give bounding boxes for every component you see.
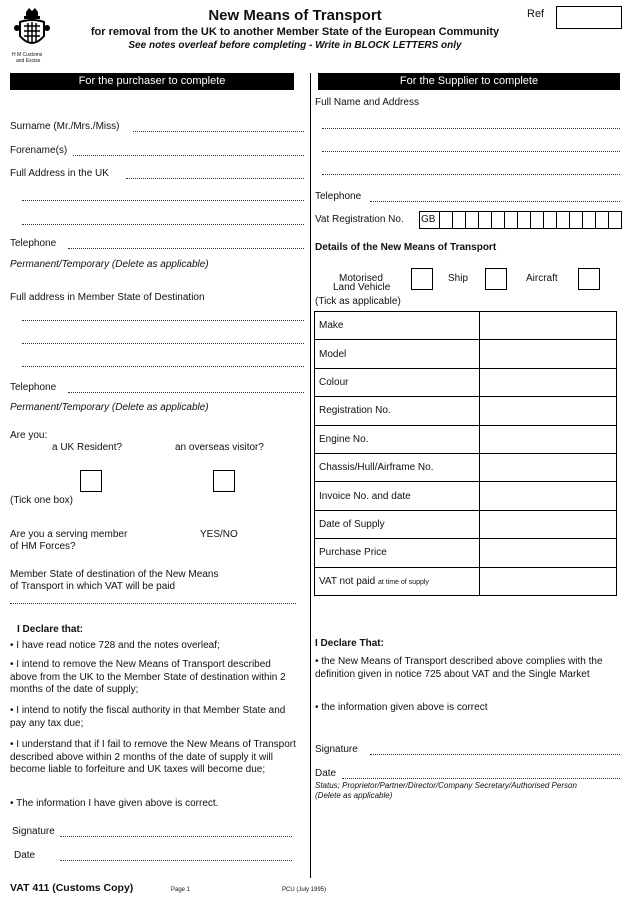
table-row [315,397,617,425]
purchaser-declare-heading: I Declare that: [17,624,84,635]
member-state-label-1: Member State of destination of the New Means [10,569,219,580]
table-row [315,368,617,396]
table-row [315,539,617,567]
aircraft-label: Aircraft [526,273,558,284]
surname-field[interactable] [133,131,304,132]
table-row [315,567,617,595]
status-delete-note: (Delete as applicable) [315,791,393,800]
transport-details-table [314,311,617,596]
form-title: New Means of Transport [208,7,382,24]
ship-label: Ship [448,273,469,284]
date-supply-field[interactable] [480,510,617,538]
ship-checkbox[interactable] [485,268,507,290]
purchaser-date-field[interactable] [60,860,292,861]
form-id: VAT 411 (Customs Copy) [10,882,134,894]
vat-reg-field[interactable] [419,211,622,229]
page-number: Page 1 [171,887,191,893]
supplier-date-field[interactable] [342,778,620,779]
colour-field[interactable] [480,368,617,396]
form-subtitle: for removal from the UK to another Member State of the European Community [90,26,500,38]
address-dest-line-1[interactable] [22,320,304,321]
purchaser-heading: For the purchaser to complete [10,73,294,90]
row-label-invoice: Invoice No. and date [315,482,480,510]
address-dest-label: Full address in Member State of Destination [10,292,205,303]
forenames-field[interactable] [73,155,304,156]
table-row [315,482,617,510]
logo-text-1: H M Customs [12,52,43,58]
overseas-visitor-checkbox[interactable] [213,470,235,492]
supplier-address-line-2[interactable] [322,151,620,152]
surname-label: Surname (Mr./Mrs./Miss) [10,121,120,132]
supplier-declaration-2: • the information given above is correct [315,702,488,713]
edition-note: PCU (July 1995) [282,887,327,893]
invoice-field[interactable] [480,482,617,510]
ref-label: Ref [527,8,545,20]
member-state-field[interactable] [10,603,296,604]
purchaser-declaration-3: • I intend to notify the fiscal authority in that Member State and pay any tax due; [10,705,286,729]
row-label-chassis: Chassis/Hull/Airframe No. [315,453,480,481]
uk-resident-checkbox[interactable] [80,470,102,492]
overseas-visitor-label: an overseas visitor? [175,442,264,453]
row-label-engine: Engine No. [315,425,480,453]
supplier-signature-label: Signature [315,744,358,755]
supplier-declare-heading: I Declare That: [315,638,384,649]
gb-prefix: GB [420,212,440,228]
form-instructions: See notes overleaf before completing - Write in BLOCK LETTERS only [128,40,462,51]
supplier-telephone-field[interactable] [370,201,620,202]
purchaser-declaration-4: • I understand that if I fail to remove the New Means of Transport described above within 2 months of the date of supply it will become liable to forfeiture and UK taxes will become due; [10,739,296,775]
telephone-field[interactable] [68,248,304,249]
yes-no-option[interactable]: YES/NO [200,529,238,540]
are-you-label: Are you: [10,430,48,441]
supplier-address-line-3[interactable] [322,174,620,175]
motorised-label-2: Land Vehicle [333,282,391,293]
address-uk-line-3[interactable] [22,224,304,225]
vat-reg-label: Vat Registration No. [315,214,404,225]
status-note: Status; Proprietor/Partner/Director/Company Secretary/Authorised Person [315,781,577,790]
serving-member-label-1: Are you a serving member [10,529,128,540]
purchaser-date-label: Date [14,850,36,861]
purchase-price-field[interactable] [480,539,617,567]
purchaser-signature-field[interactable] [60,836,292,837]
address-uk-line-2[interactable] [22,200,304,201]
supplier-signature-field[interactable] [370,754,620,755]
model-field[interactable] [480,340,617,368]
motorised-checkbox[interactable] [411,268,433,290]
supplier-declaration-1: • the New Means of Transport described above complies with the definition given in notice 725 about VAT and the Single Market [315,656,603,680]
telephone2-field[interactable] [68,392,304,393]
row-label-model: Model [315,340,480,368]
telephone-label: Telephone [10,238,57,249]
row-label-date-supply: Date of Supply [315,510,480,538]
ref-field[interactable] [556,6,622,29]
table-row [315,340,617,368]
uk-resident-label: a UK Resident? [52,442,123,453]
aircraft-checkbox[interactable] [578,268,600,290]
row-label-purchase-price: Purchase Price [315,539,480,567]
row-label-make: Make [315,312,480,340]
row-label-colour: Colour [315,368,480,396]
address-dest-line-3[interactable] [22,366,304,367]
chassis-field[interactable] [480,453,617,481]
engine-field[interactable] [480,425,617,453]
purchaser-declaration-2: • I intend to remove the New Means of Transport described above from the UK to the Member State of destination within 2 months of the date of supply; [10,659,286,695]
motorised-label-1: Motorised [339,273,383,284]
purchaser-signature-label: Signature [12,826,55,837]
tick-applicable-note: (Tick as applicable) [315,296,401,307]
registration-field[interactable] [480,397,617,425]
tick-one-note: (Tick one box) [10,495,73,506]
vat-suffix: at time of supply [377,578,429,586]
column-divider [310,73,311,878]
member-state-label-2: of Transport in which VAT will be paid [10,581,176,592]
purchaser-declaration-5: • The information I have given above is correct. [10,798,219,809]
purchaser-declaration-1: • I have read notice 728 and the notes overleaf; [10,640,220,651]
vat-not-paid-field[interactable] [480,567,617,595]
supplier-name-address-label: Full Name and Address [315,97,419,108]
forenames-label: Forename(s) [10,145,68,156]
telephone2-label: Telephone [10,382,57,393]
address-uk-line-1[interactable] [126,178,304,179]
row-label-registration: Registration No. [315,397,480,425]
supplier-address-line-1[interactable] [322,128,620,129]
supplier-heading: For the Supplier to complete [318,73,620,90]
table-row [315,312,617,340]
supplier-date-label: Date [315,768,337,779]
logo-text-2: and Excise [16,58,41,64]
address-dest-line-2[interactable] [22,343,304,344]
details-heading: Details of the New Means of Transport [315,242,497,253]
serving-member-label-2: of HM Forces? [10,541,76,552]
make-field[interactable] [480,312,617,340]
supplier-telephone-label: Telephone [315,191,362,202]
row-label-vat-not-paid: VAT not paid at time of supply [315,567,480,595]
address-uk-label: Full Address in the UK [10,168,109,179]
table-row [315,510,617,538]
perm-temp-note-2: Permanent/Temporary (Delete as applicable) [10,402,209,413]
table-row [315,453,617,481]
table-row [315,425,617,453]
perm-temp-note: Permanent/Temporary (Delete as applicable) [10,259,209,270]
